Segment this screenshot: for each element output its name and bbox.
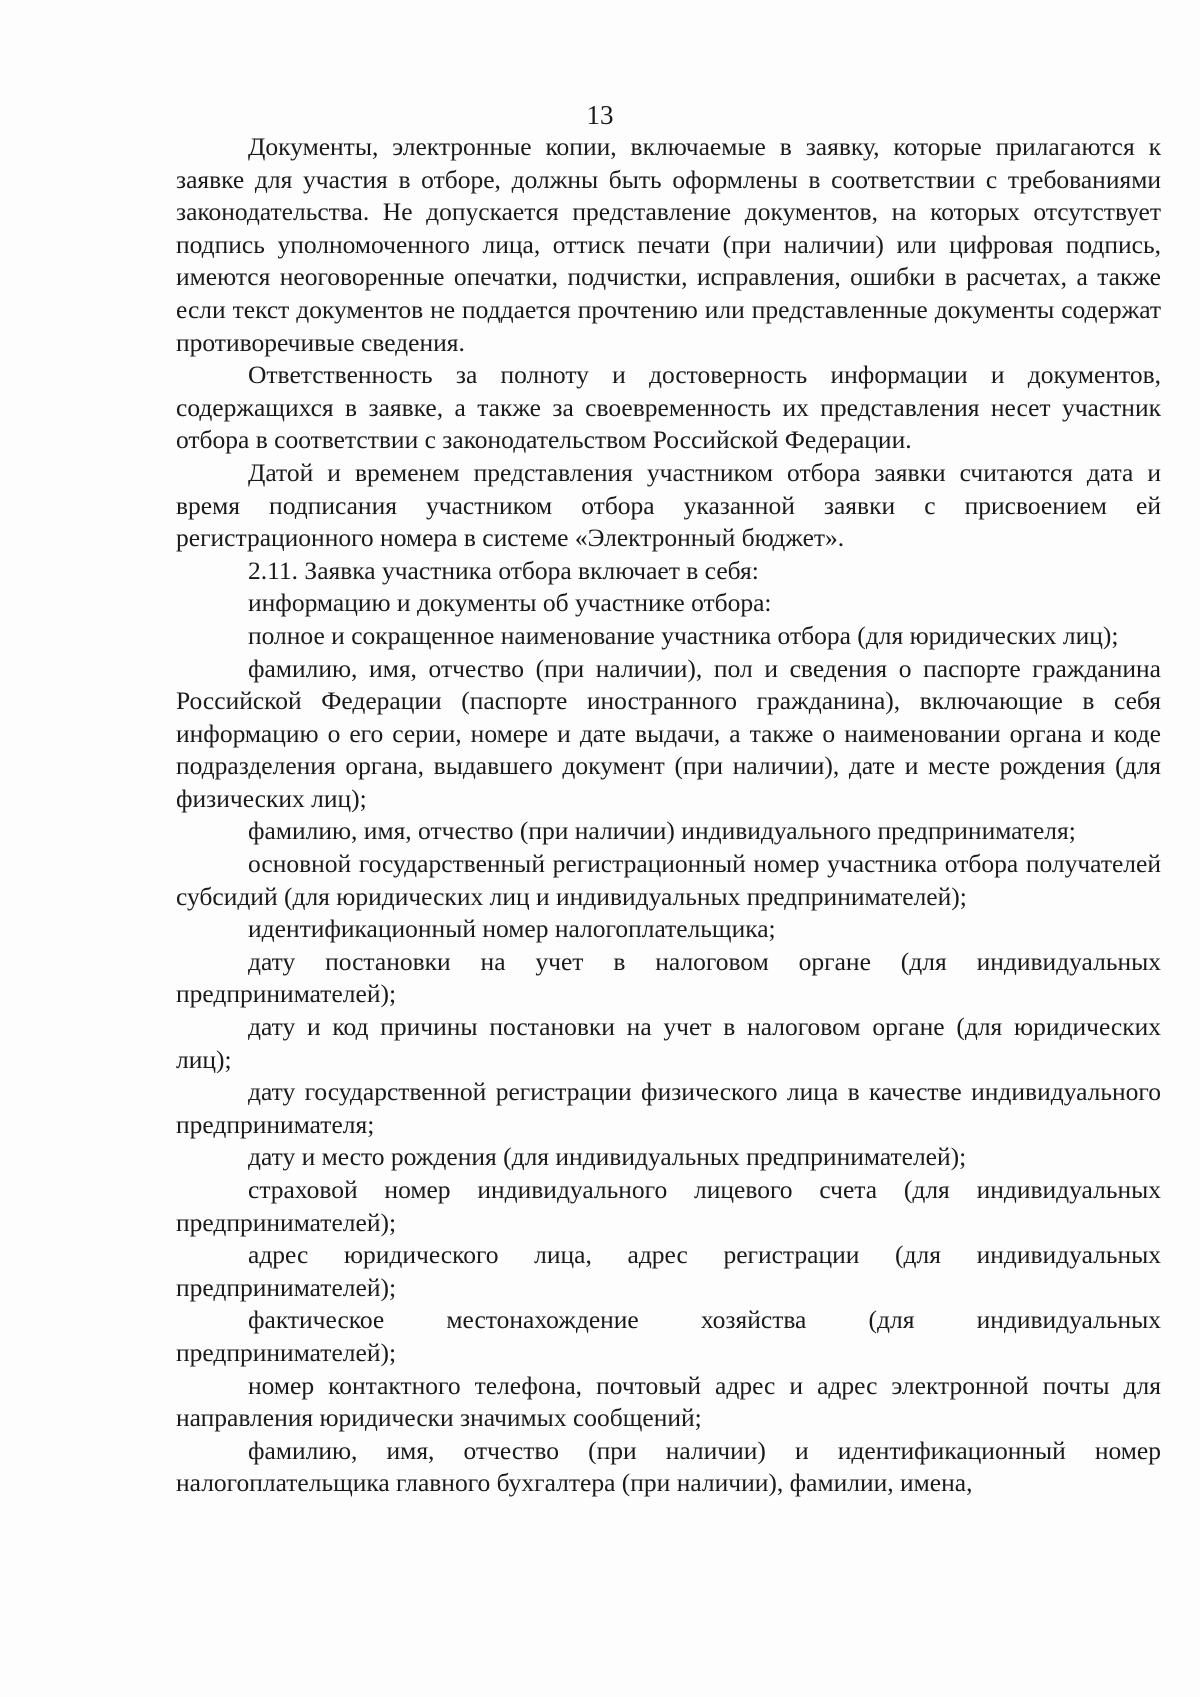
list-intro: информацию и документы об участнике отбора:: [248, 588, 772, 618]
paragraph: Ответственность за полноту и достоверность информации и документов, содержащихся в заявке, а также за своевременность их представления несет участник отбора в соответствии с законодательством Российской Федерации.: [176, 360, 1161, 455]
list-item: фамилию, имя, отчество (при наличии) и идентификационный номер налогоплательщика главного бухгалтера (при наличии), фамилии, имена,: [176, 1435, 1161, 1498]
paragraph: Документы, электронные копии, включаемые в заявку, которые прилагаются к заявке для участия в отборе, должны быть оформлены в соответствии с требованиями законодательства. Не допускается представление документов, на которых отсутствует подпись уполномоченного лица, оттиск печати (при наличии) или цифровая подпись, имеются неоговоренные опечатки, подчистки, исправления, ошибки в расчетах, а также если текст документов не поддается прочтению или представленные документы содержат противоречивые сведения.: [176, 132, 1161, 357]
list-item: основной государственный регистрационный номер участника отбора получателей субсидий (для юридических лиц и индивидуальных предпринимателей);: [176, 849, 1161, 911]
list-item: полное и сокращенное наименование участника отбора (для юридических лиц);: [248, 620, 1119, 650]
list-item: фактическое местонахождение хозяйства (для индивидуальных предпринимателей);: [176, 1305, 1161, 1367]
list-item: фамилию, имя, отчество (при наличии), пол и сведения о паспорте гражданина Российской Федерации (паспорте иностранного гражданина), включающие в себя информацию о его серии, номере и дате выдачи, а также о наименовании органа и коде подразделения органа, выдавшего документ (при наличии), дате и месте рождения (для физических лиц);: [176, 653, 1161, 813]
list-item: дату постановки на учет в налоговом органе (для индивидуальных предпринимателей);: [176, 946, 1161, 1009]
list-item: фамилию, имя, отчество (при наличии) индивидуального предпринимателя;: [248, 816, 1076, 846]
list-item: дату государственной регистрации физического лица в качестве индивидуального предпринимателя;: [176, 1077, 1161, 1139]
section-heading: 2.11. Заявка участника отбора включает в себя:: [248, 555, 759, 585]
list-item: страховой номер индивидуального лицевого счета (для индивидуальных предпринимателей);: [176, 1175, 1161, 1237]
page-number: 13: [586, 100, 614, 130]
list-item: адрес юридического лица, адрес регистрации (для индивидуальных предпринимателей);: [176, 1240, 1161, 1302]
list-item: дату и место рождения (для индивидуальных предпринимателей);: [248, 1142, 967, 1172]
paragraph: Датой и временем представления участником отбора заявки считаются дата и время подписания участником отбора указанной заявки с присвоением ей регистрационного номера в системе «Электронный бюджет».: [176, 457, 1161, 553]
list-item: идентификационный номер налогоплательщика;: [248, 914, 776, 944]
list-item: номер контактного телефона, почтовый адрес и адрес электронной почты для направления юридически значимых сообщений;: [176, 1370, 1161, 1433]
document-body: [176, 131, 1161, 1500]
list-item: дату и код причины постановки на учет в налоговом органе (для юридических лиц);: [176, 1012, 1161, 1074]
